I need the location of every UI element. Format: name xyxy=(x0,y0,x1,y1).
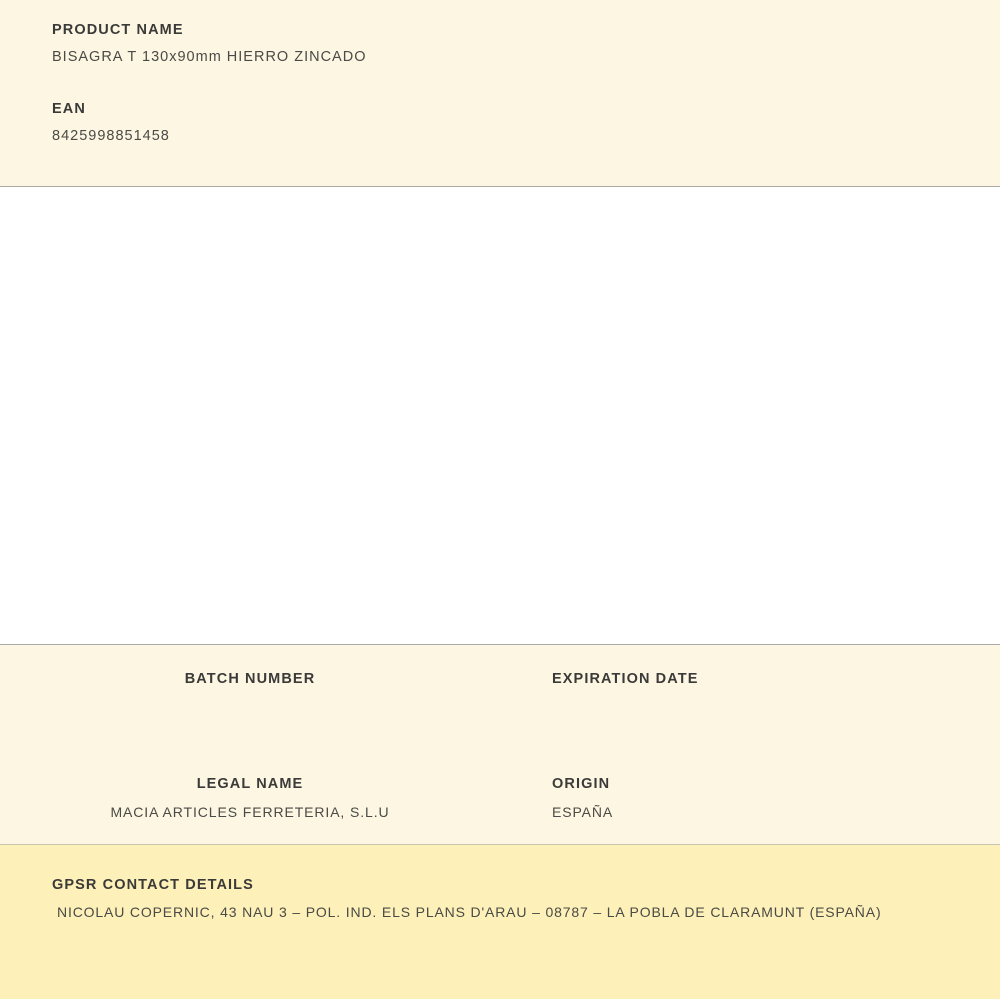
origin-label: ORIGIN xyxy=(552,776,611,792)
batch-expiration-row xyxy=(0,645,1000,713)
gpsr-contact-section xyxy=(0,845,1000,999)
ean-field xyxy=(0,101,1000,144)
expiration-date-label: EXPIRATION DATE xyxy=(552,671,699,687)
product-header-section xyxy=(0,0,1000,187)
product-image-area xyxy=(0,187,1000,645)
ean-value: 8425998851458 xyxy=(52,128,170,144)
gpsr-contact-value: NICOLAU COPERNIC, 43 NAU 3 – POL. IND. ELS PLANS D'ARAU – 08787 – LA POBLA DE CLARAMUNT (ESPAÑA) xyxy=(57,904,882,920)
batch-number-field xyxy=(0,671,500,713)
product-name-label: PRODUCT NAME xyxy=(52,22,184,38)
legal-name-label: LEGAL NAME xyxy=(196,776,304,792)
product-name-field xyxy=(0,22,1000,65)
expiration-date-field xyxy=(500,671,1000,713)
batch-number-value xyxy=(0,699,500,713)
legal-name-field xyxy=(0,776,500,820)
legal-origin-row xyxy=(0,713,1000,820)
legal-name-value: MACIA ARTICLES FERRETERIA, S.L.U xyxy=(110,804,390,820)
gpsr-contact-label: GPSR CONTACT DETAILS xyxy=(52,877,254,893)
product-name-value: BISAGRA T 130x90mm HIERRO ZINCADO xyxy=(52,49,367,65)
product-details-section xyxy=(0,645,1000,845)
ean-label: EAN xyxy=(52,101,86,117)
origin-value: ESPAÑA xyxy=(552,804,614,820)
expiration-date-value xyxy=(552,699,1000,713)
batch-number-label: BATCH NUMBER xyxy=(184,671,316,687)
origin-field xyxy=(500,776,1000,820)
